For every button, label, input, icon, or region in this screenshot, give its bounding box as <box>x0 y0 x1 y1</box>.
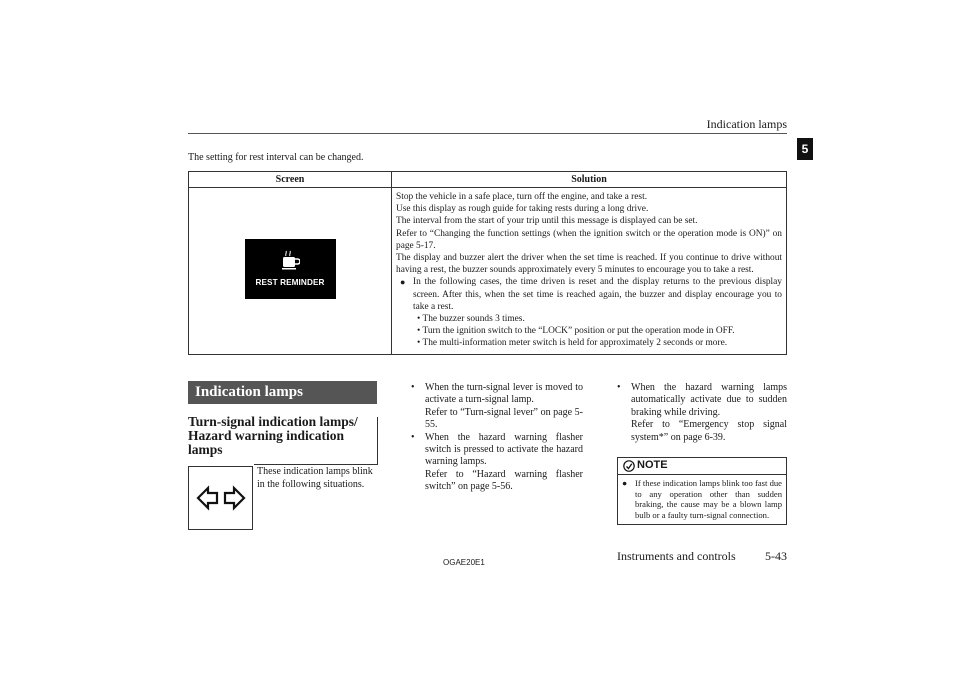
subtitle-rule <box>254 464 377 465</box>
subtitle-rule <box>377 417 378 465</box>
table-header-screen: Screen <box>189 172 392 188</box>
solution-bullet <box>396 276 782 313</box>
screen-cell <box>189 188 392 355</box>
note-icon <box>623 460 635 472</box>
solution-paragraph: Refer to “Changing the function settings (when the ignition switch or the operation mode is ON)” on page 5-17. <box>396 228 782 251</box>
bullet-dot-icon: ● <box>400 277 406 288</box>
solution-paragraph: Use this display as rough guide for taking rests during a long drive. <box>396 204 649 215</box>
table-header-solution: Solution <box>392 172 787 188</box>
header-rule <box>188 133 787 134</box>
footer-chapter-name: Instruments and controls <box>617 549 736 563</box>
rest-reminder-label: REST REMINDER <box>255 277 325 287</box>
solution-paragraph: The display and buzzer alert the driver when the set time is reached. If you continue to drive without having a rest, the buzzer sounds approximately every 5 minutes to encourage you to take a rest. <box>396 253 782 276</box>
note-box <box>617 457 787 525</box>
situations-column-2 <box>617 382 787 444</box>
footer-code: OGAE20E1 <box>443 558 485 567</box>
section-title-band: Indication lamps <box>188 381 377 404</box>
list-item: • When the hazard warning lamps automatically activate due to sudden braking while driving. Refer to “Emergency stop signal system*” on page 6-39. <box>617 382 787 443</box>
turn-signal-arrows-icon <box>196 485 246 511</box>
turn-signal-symbol-box <box>188 466 253 530</box>
sub-item: • The multi-information meter switch is held for approximately 2 seconds or more. <box>417 338 728 349</box>
note-text: If these indication lamps blink too fast due to any operation other than sudden braking, the cause may be a blown lamp bulb or a faulty turn-signal connection. <box>635 478 782 520</box>
chapter-tab: 5 <box>797 138 813 160</box>
rest-reminder-table <box>188 171 787 355</box>
section-subtitle: Turn-signal indication lamps/ Hazard warning indication lamps <box>188 414 358 457</box>
footer-chapter <box>617 549 787 564</box>
footer-page-number: 5-43 <box>765 549 787 563</box>
list-item: • When the turn-signal lever is moved to activate a turn-signal lamp. Refer to “Turn-signal lever” on page 5-55. <box>411 382 583 431</box>
blink-description: These indication lamps blink in the following situations. <box>257 466 373 490</box>
solution-cell <box>392 188 787 355</box>
note-label: NOTE <box>637 459 668 471</box>
intro-text: The setting for rest interval can be changed. <box>188 152 364 163</box>
sub-item: • The buzzer sounds 3 times. <box>417 314 525 325</box>
solution-paragraph: The interval from the start of your trip until this message is displayed can be set. <box>396 216 698 227</box>
running-header-title: Indication lamps <box>706 117 787 131</box>
rest-reminder-display <box>245 239 336 299</box>
note-body <box>622 478 782 520</box>
bullet-dot-icon: ● <box>622 478 628 488</box>
note-header <box>618 458 786 475</box>
sub-item: • Turn the ignition switch to the “LOCK” position or put the operation mode in OFF. <box>417 326 735 337</box>
coffee-cup-icon <box>282 250 300 270</box>
situations-column-1 <box>411 382 583 494</box>
bullet-text: In the following cases, the time driven is reset and the display returns to the previous display screen. After this, when the set time is reached again, the buzzer and display encourage you to take a rest. <box>413 277 782 312</box>
solution-paragraph: Stop the vehicle in a safe place, turn off the engine, and take a rest. <box>396 192 648 202</box>
list-item: • When the hazard warning flasher switch is pressed to activate the hazard warning lamps. Refer to “Hazard warning flasher switch” on page 5-56. <box>411 431 583 493</box>
